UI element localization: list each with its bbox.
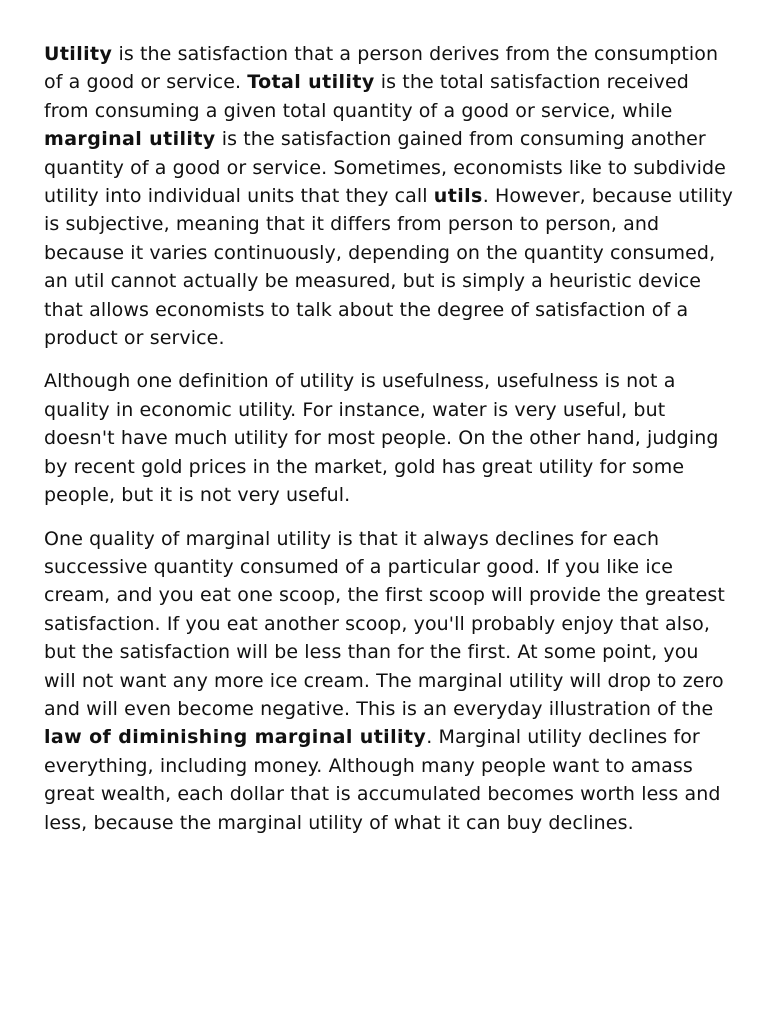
term-utils: utils bbox=[433, 185, 483, 208]
term-utility: Utility bbox=[44, 43, 113, 65]
term-law-of-diminishing-marginal-utility: law of diminishing marginal utility bbox=[44, 726, 427, 749]
paragraph-text: . However, because utility is subjective, meaning that it differs from person to person, and because it varies continuously, depending on the quantity consumed, an util cannot actually be measured, but is simply a heuristic device that allows economists to talk about the degree of satisfaction of a product or service. bbox=[44, 185, 733, 350]
paragraph-text: is the satisfaction gained from consuming another quantity of a good or service. Sometimes, economists like to subdivide utility into individual units that they call bbox=[44, 128, 726, 208]
paragraph-text: is the total satisfaction received from consuming a given total quantity of a good or service, while bbox=[44, 71, 689, 122]
paragraph-text: is the satisfaction that a person derives from the consumption of a good or service. bbox=[44, 43, 719, 94]
term-marginal-utility: marginal utility bbox=[44, 128, 216, 151]
paragraph-text: . Marginal utility declines for everything, including money. Although many people want to amass great wealth, each dollar that is accumulated becomes worth less and less, because the marginal utility of what it can buy declines. bbox=[44, 726, 721, 834]
paragraph-diminishing-marginal-utility bbox=[44, 525, 734, 837]
paragraph-utility-definitions bbox=[44, 40, 734, 352]
paragraph-text: Although one definition of utility is usefulness, usefulness is not a quality in economic utility. For instance, water is very useful, but doesn't have much utility for most people. On the other hand, judging by recent gold prices in the market, gold has great utility for some people, but it is not very useful. bbox=[44, 370, 719, 507]
paragraph-text: One quality of marginal utility is that it always declines for each successive quantity consumed of a particular good. If you like ice cream, and you eat one scoop, the first scoop will provide the greatest satisfaction. If you eat another scoop, you'll probably enjoy that also, but the satisfaction will be less than for the first. At some point, you will not want any more ice cream. The marginal utility will drop to zero and will even become negative. This is an everyday illustration of the bbox=[44, 527, 725, 720]
term-total-utility: Total utility bbox=[247, 71, 375, 94]
document-body bbox=[44, 40, 734, 852]
paragraph-usefulness bbox=[44, 367, 734, 509]
